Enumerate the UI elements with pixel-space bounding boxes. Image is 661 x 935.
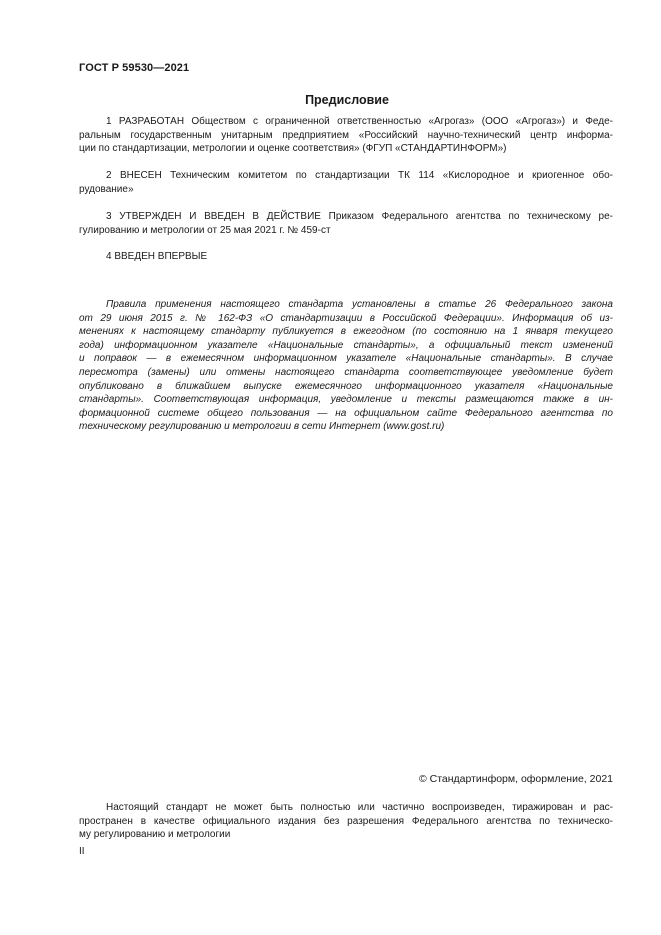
text-line: пространен в качестве официального издания без разрешения Федерального агентства по техническо- — [79, 815, 613, 827]
text-line: му регулированию и метрологии — [79, 829, 231, 840]
text-line: гулированию и метрологии от 25 мая 2021 г. № 459-ст — [79, 224, 331, 236]
text-line: менениях к настоящему стандарту публикуется в ежегодном (по состоянию на 1 января текущего — [79, 326, 613, 338]
page-number: II — [79, 846, 85, 857]
text-line: рудование» — [79, 183, 134, 195]
text-line: от 29 июня 2015 г. № 162-ФЗ «О стандартизации в Российской Федерации». Информация об из- — [79, 312, 613, 324]
foreword-item-1 — [79, 115, 613, 156]
text-line: 3 УТВЕРЖДЕН И ВВЕДЕН В ДЕЙСТВИЕ Приказом Федерального агентства по техническому ре- — [106, 211, 613, 222]
text-line: 2 ВНЕСЕН Техническим комитетом по стандартизации ТК 114 «Кислородное и криогенное обо- — [106, 170, 613, 181]
reproduction-notice — [79, 801, 613, 842]
text-line: ральным государственным унитарным предприятием «Российский научно-технический центр информа- — [79, 129, 613, 141]
text-line: ции по стандартизации, метрологии и оценке соответствия» (ФГУП «СТАНДАРТИНФОРМ») — [79, 143, 507, 154]
text-line: 1 РАЗРАБОТАН Обществом с ограниченной ответственностью «Агрогаз» (ООО «Агрогаз») и Феде- — [106, 116, 613, 127]
document-id: ГОСТ Р 59530—2021 — [79, 62, 190, 74]
application-rules-notice — [79, 298, 613, 434]
text-line: 4 ВВЕДЕН ВПЕРВЫЕ — [106, 251, 208, 262]
section-title: Предисловие — [305, 93, 389, 107]
text-line: года) информационном указателе «Национальные стандарты», а официальный текст изменений — [79, 339, 613, 351]
foreword-item-3 — [79, 210, 613, 237]
text-line: формационной системе общего пользования — на официальном сайте Федерального агентства по — [79, 407, 613, 419]
text-line: Настоящий стандарт не может быть полностью или частично воспроизведен, тиражирован и рас- — [106, 802, 613, 813]
text-line: Правила применения настоящего стандарта установлены в статье 26 Федерального закона — [106, 299, 613, 310]
text-line: и поправок — в ежемесячном информационном указателе «Национальные стандарты». В случае — [79, 353, 613, 365]
text-line: пересмотра (замены) или отмены настоящего стандарта соответствующее уведомление будет — [79, 366, 613, 378]
text-line: техническому регулированию и метрологии в сети Интернет (www.gost.ru) — [79, 421, 445, 433]
foreword-item-4 — [79, 250, 613, 264]
text-line: стандарты». Соответствующая информация, уведомление и тексты размещаются также в ин- — [79, 394, 613, 406]
copyright-line: © Стандартинформ, оформление, 2021 — [418, 773, 613, 785]
text-line: опубликовано в ближайшем выпуске ежемесячного информационного указателя «Национальные — [79, 380, 613, 392]
foreword-item-2 — [79, 169, 613, 196]
